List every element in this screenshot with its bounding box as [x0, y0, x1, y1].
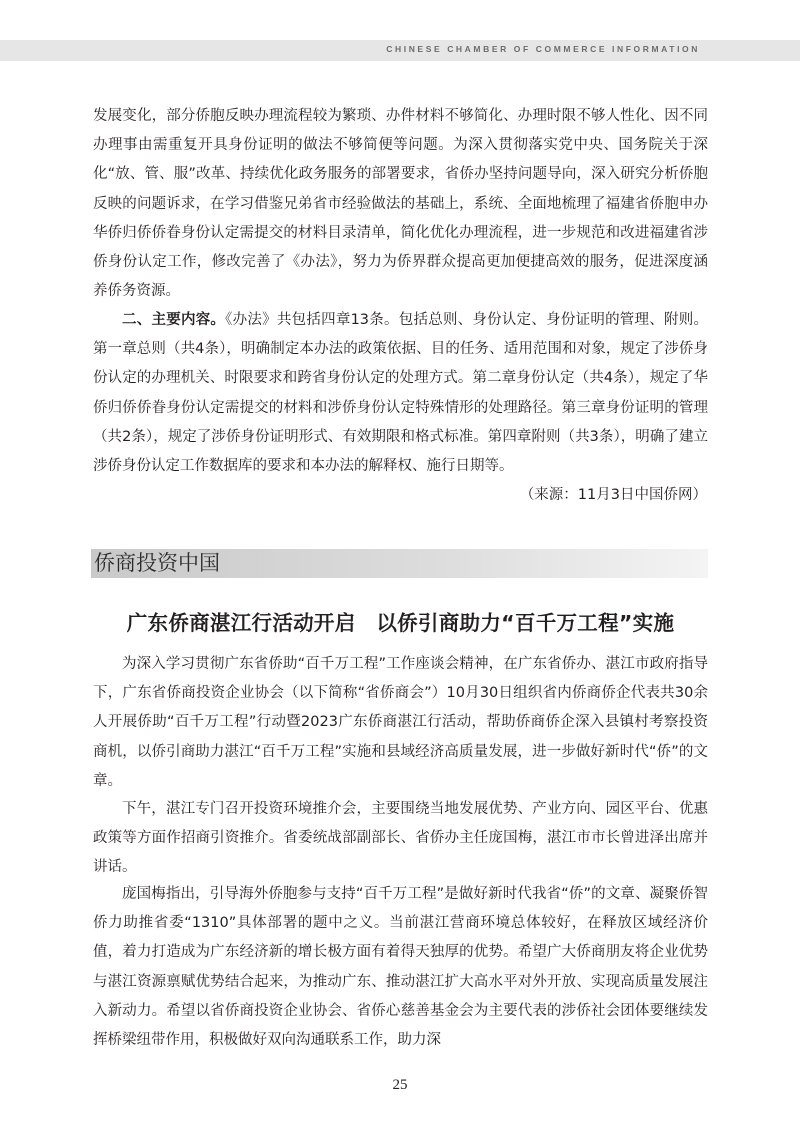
running-header-text: CHINESE CHAMBER OF COMMERCE INFORMATION [386, 44, 700, 54]
article1-paragraph-1: 发展变化，部分侨胞反映办理流程较为繁琐、办件材料不够简化、办理时限不够人性化、因不同办理事由需重复开具身份证明的做法不够简便等问题。为深入贯彻落实党中央、国务院关于深化“放、管、服”改革、持续优化政务服务的部署要求，省侨办坚持问题导向，深入研究分析侨胞反映的问题诉求，在学习借鉴兄弟省市经验做法的基础上，系统、全面地梳理了福建省侨胞申办华侨归侨侨眷身份认定需提交的材料目录清单，简化优化办理流程，进一步规范和改进福建省涉侨身份认定工作，修改完善了《办法》，努力为侨界群众提高更加便捷高效的服务，促进深度涵养侨务资源。 [93, 108, 708, 300]
article1-paragraph-2-body: 《办法》共包括四章13条。包括总则、身份认定、身份证明的管理、附则。第一章总则（共4条），明确制定本办法的政策依据、目的任务、适用范围和对象，规定了涉侨身份认定的办理机关、时限要求和跨省身份认定的处理方式。第二章身份认定（共4条），规定了华侨归侨侨眷身份认定需提交的材料和涉侨身份认定特殊情形的处理路径。第三章身份证明的管理（共2条），规定了涉侨身份证明形式、有效期限和格式标准。第四章附则（共3条），明确了建立涉侨身份认定工作数据库的要求和本办法的解释权、施行日期等。 [93, 312, 708, 475]
article2-paragraph-3: 庞国梅指出，引导海外侨胞参与支持“百千万工程”是做好新时代我省“侨”的文章、凝聚侨智侨力助推省委“1310”具体部署的题中之义。当前湛江营商环境总体较好，在释放区域经济价值，着力打造成为广东经济新的增长极方面有着得天独厚的优势。希望广大侨商朋友将企业优势与湛江资源禀赋优势结合起来，为推动广东、推动湛江扩大高水平对外开放、实现高质量发展注入新动力。希望以省侨商投资企业协会、省侨心慈善基金会为主要代表的涉侨社会团体要继续发挥桥梁纽带作用，积极做好双向沟通联系工作，助力深 [93, 886, 708, 1049]
article1-paragraph-2 [93, 306, 708, 481]
article2-title: 广东侨商湛江行活动开启 以侨引商助力“百千万工程”实施 [126, 611, 675, 635]
running-header [0, 40, 800, 61]
section-title: 侨商投资中国 [94, 551, 220, 575]
section-header-band [91, 549, 708, 578]
article1-source: （来源：11月3日中国侨网） [519, 487, 707, 503]
page-number: 25 [392, 1077, 408, 1093]
article1-paragraph-2-heading: 二、主要内容。 [122, 312, 226, 328]
article2-paragraph-1: 为深入学习贯彻广东省侨助“百千万工程”工作座谈会精神，在广东省侨办、湛江市政府指导下，广东省侨商投资企业协会（以下简称“省侨商会”）10月30日组织省内侨商侨企代表共30余人开展侨助“百千万工程”行动暨2023广东侨商湛江行活动，帮助侨商侨企深入县镇村考察投资商机，以侨引商助力湛江“百千万工程”实施和县域经济高质量发展，进一步做好新时代“侨”的文章。 [93, 656, 708, 789]
article2-paragraph-2: 下午，湛江专门召开投资环境推介会，主要围绕当地发展优势、产业方向、园区平台、优惠政策等方面作招商引资推介。省委统战部副部长、省侨办主任庞国梅，湛江市市长曾进泽出席并讲话。 [93, 801, 708, 876]
